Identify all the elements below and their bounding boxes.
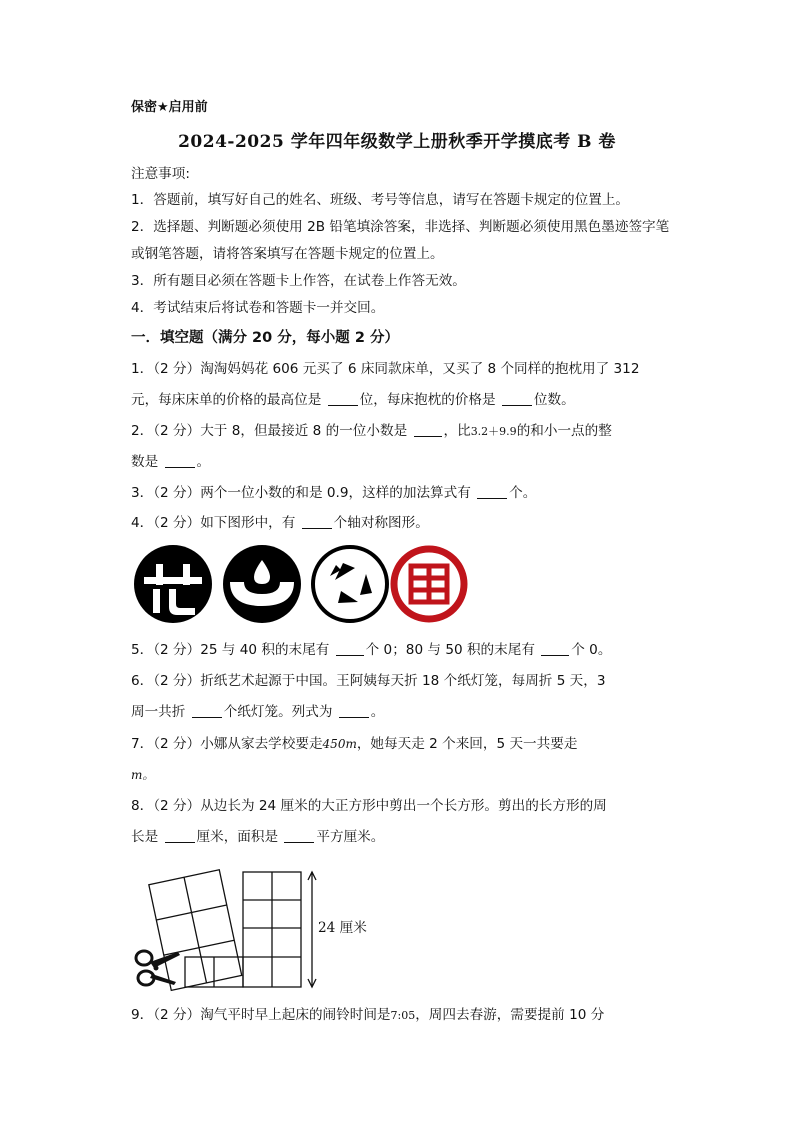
icbc-logo-icon xyxy=(389,544,469,624)
text: 个 0；80 与 50 积的末尾有 xyxy=(365,642,540,658)
alarm-time: 7:05 xyxy=(390,1009,416,1022)
text: 位，每床抱枕的价格是 xyxy=(359,392,500,408)
text: ，她每天走 2 个来回，5 天一共要走 xyxy=(356,736,578,752)
text: 个纸灯笼。列式为 xyxy=(223,704,337,720)
text: 2．（2 分）大于 8，但最接近 8 的一位小数是 xyxy=(131,423,412,439)
text: 长是 xyxy=(131,829,163,845)
notice-item: 4．考试结束后将试卷和答题卡一并交回。 xyxy=(131,300,385,316)
answer-blank[interactable] xyxy=(192,703,222,718)
answer-blank[interactable] xyxy=(477,484,507,499)
question-9-line1 xyxy=(131,1005,604,1026)
logo-hu-icon xyxy=(133,544,213,624)
text: 3．（2 分）两个一位小数的和是 0.9，这样的加法算式有 xyxy=(131,485,476,501)
unit-m: m。 xyxy=(131,768,155,782)
text: ，比 xyxy=(443,423,471,439)
question-2-line1 xyxy=(131,421,612,442)
text: 数是 xyxy=(131,454,163,470)
notice-heading: 注意事项: xyxy=(131,166,190,182)
question-8-line1: 8．（2 分）从边长为 24 厘米的大正方形中剪出一个长方形。剪出的长方形的周 xyxy=(131,798,607,814)
question-5 xyxy=(131,640,611,660)
text: 。 xyxy=(196,454,211,470)
text: 位数。 xyxy=(533,392,575,408)
answer-blank[interactable] xyxy=(328,391,358,406)
question-7-line1 xyxy=(131,734,577,754)
answer-blank[interactable] xyxy=(302,514,332,529)
notice-item: 2．选择题、判断题必须使用 2B 铅笔填涂答案，非选择、判断题必须使用黑色墨迹签字笔 xyxy=(131,219,670,235)
recycle-arrows-icon xyxy=(310,544,390,624)
text: 个。 xyxy=(509,485,537,501)
answer-blank[interactable] xyxy=(336,641,364,656)
notice-item: 或钢笔答题，请将答案填写在答题卡规定的位置上。 xyxy=(131,246,444,262)
text: 4．（2 分）如下图形中，有 xyxy=(131,515,300,531)
math-distance: 450m xyxy=(322,737,357,751)
answer-blank[interactable] xyxy=(541,641,569,656)
question-8-line2 xyxy=(131,827,384,847)
text: 5．（2 分）25 与 40 积的末尾有 xyxy=(131,642,334,658)
figure-dimension-label: 24 厘米 xyxy=(318,920,367,936)
text: 周一共折 xyxy=(131,704,190,720)
text: 个 0。 xyxy=(571,642,612,658)
question-7-line2 xyxy=(131,765,154,785)
question-6-line2 xyxy=(131,702,384,722)
answer-blank[interactable] xyxy=(502,391,532,406)
question-2-line2 xyxy=(131,452,210,472)
answer-blank[interactable] xyxy=(165,453,195,468)
exam-title: 2024-2025 学年四年级数学上册秋季开学摸底考 B 卷 xyxy=(178,132,616,152)
question-4 xyxy=(131,513,429,533)
text: 9．（2 分）淘气平时早上起床的闹铃时间是 xyxy=(131,1007,391,1023)
text: 7．（2 分）小娜从家去学校要走 xyxy=(131,736,323,752)
question-3 xyxy=(131,483,536,503)
text: 。 xyxy=(370,704,385,720)
text: 厘米，面积是 xyxy=(196,829,283,845)
question-1-line1: 1．（2 分）淘淘妈妈花 606 元买了 6 床同款床单，又买了 8 个同样的抱枕用了 312 xyxy=(131,361,640,377)
question-6-line1: 6．（2 分）折纸艺术起源于中国。王阿姨每天折 18 个纸灯笼，每周折 5 天，3 xyxy=(131,673,606,689)
text: 元，每床床单的价格的最高位是 xyxy=(131,392,326,408)
notice-item: 1．答题前，填写好自己的姓名、班级、考号等信息，请写在答题卡规定的位置上。 xyxy=(131,192,630,208)
answer-blank[interactable] xyxy=(339,703,369,718)
logo-drop-icon xyxy=(222,544,302,624)
confidential-label: 保密★启用前 xyxy=(131,100,208,115)
question-1-line2 xyxy=(131,390,575,410)
section-title: 一．填空题（满分 20 分，每小题 2 分） xyxy=(131,330,399,346)
text: 平方厘米。 xyxy=(316,829,385,845)
notice-item: 3．所有题目必须在答题卡上作答，在试卷上作答无效。 xyxy=(131,273,466,289)
math-expression: 3.2＋9.9 xyxy=(470,425,517,438)
text: 个轴对称图形。 xyxy=(333,515,429,531)
text: ，周四去春游，需要提前 10 分 xyxy=(415,1007,605,1023)
answer-blank[interactable] xyxy=(284,828,314,843)
answer-blank[interactable] xyxy=(165,828,195,843)
text: 的和小一点的整 xyxy=(516,423,612,439)
answer-blank[interactable] xyxy=(414,422,442,437)
